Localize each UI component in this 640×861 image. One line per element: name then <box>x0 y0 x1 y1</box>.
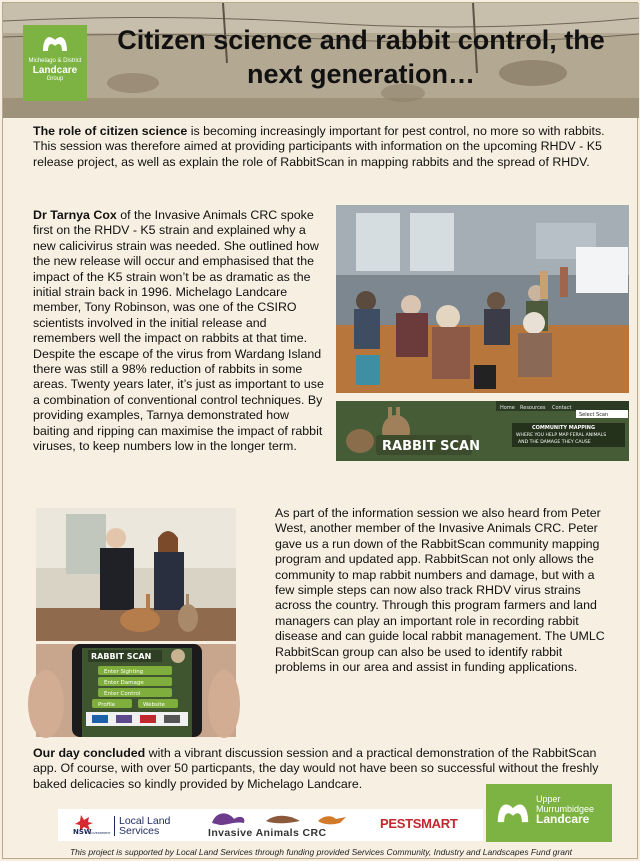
pestsmart-logo: PESTSMART <box>380 816 458 831</box>
invasive-animals-crc-label: Invasive Animals CRC <box>208 827 327 839</box>
banner-scan-select[interactable]: Select Scan <box>579 412 609 418</box>
header-banner <box>3 3 639 118</box>
tarnya-cox-paragraph <box>33 208 325 455</box>
banner-nav-home[interactable]: Home <box>500 405 515 411</box>
michelago-landcare-logo <box>23 25 87 101</box>
banner-nav-contact[interactable]: Contact <box>552 405 572 411</box>
page-title: Citizen science and rabbit control, the next generation… <box>117 25 605 89</box>
nsw-government-logo <box>71 813 111 837</box>
closing-lead: Our day concluded <box>33 746 146 760</box>
umlc-label <box>536 794 594 824</box>
app-website-button[interactable]: Website <box>143 702 165 708</box>
banner-tagline-3: AND THE DAMAGE THEY CAUSE <box>518 440 591 445</box>
logo-line-2: Landcare <box>32 65 78 76</box>
landcare-hands-icon <box>40 31 70 55</box>
nsw-label: NSW <box>73 828 92 836</box>
sponsor-logo-strip <box>58 809 483 841</box>
session-audience-photo <box>336 205 629 393</box>
nsw-sub-label: GOVERNMENT <box>89 831 111 835</box>
section1-lead: Dr Tarnya Cox <box>33 208 117 222</box>
presenters-photo <box>36 508 236 641</box>
section1-text: of the Invasive Animals CRC spoke first on the RHDV - K5 strain and explained why a new calicivirus strain was needed. She outlined how the new release will occur and emphasised that the impact of the K5 strain won’t be as dramatic as the initial strain back in 1996. Michelago Landcare member, Tony Robinson, was one of the CSIRO scientists involved in the initial release and remembers well the impact on rabbits at that time. Despite the escape of the virus from Wardang Island there was still a 98% reduction of rabbits in some areas. Twenty years later, it’s just as important to use a combination of conventional control techniques. By providing examples, Tarnya demonstrated how baiting and ripping can maximise the impact of rabbit viruses, to keep numbers low in the longer term. <box>33 208 324 454</box>
closing-text: with a vibrant discussion session and a practical demonstration of the RabbitScan app. Of course, with over 50 particpants, the day would not have been so successful without the freshly baked delicacies so kindly provided by Michelago Landcare. <box>33 746 599 791</box>
lls-line-1: Local Land <box>119 815 171 827</box>
invasive-animals-icon <box>206 809 374 829</box>
app-enter-control-button[interactable]: Enter Control <box>104 691 141 697</box>
banner-tagline-2: WHERE YOU HELP MAP FERAL ANIMALS <box>516 433 607 438</box>
app-rabbitscan-logo: RABBIT SCAN <box>91 652 152 661</box>
app-enter-damage-button[interactable]: Enter Damage <box>104 680 144 686</box>
upper-murrumbidgee-landcare-logo <box>486 784 612 842</box>
banner-tagline-1: COMMUNITY MAPPING <box>532 425 596 431</box>
local-land-services-logo <box>114 816 170 836</box>
logo-line-3: Group <box>46 76 64 82</box>
peter-west-paragraph: As part of the information session we also heard from Peter West, another member of the Invasive Animals CRC. Peter gave us a run down of the RabbitScan community mapping program and updated app. RabbitScan not only allows the community to map rabbit numbers and damage, but with a few simple steps can now also track RHDV virus strains across the country. Through this program farmers and land managers can play an important role in recording rabbit disease and can guide local rabbit management. The UMLC RabbitScan group can also be used to identify rabbit problems in our area and assist in funding applications. <box>275 506 605 675</box>
app-enter-sighting-button[interactable]: Enter Sighting <box>104 669 144 675</box>
umlc-line-3: Landcare <box>536 812 590 826</box>
intro-text: is becoming increasingly important for pest control, no more so with rabbits. This session was therefore aimed at providing participants with information on the upcoming RHDV - K5 release project, as well as explain the role of RabbitScan in mapping rabbits and the spread of RHDV. <box>33 124 605 169</box>
funding-acknowledgement: This project is supported by Local Land Services through funding provided Services Community, Industry and Landscapes Fund grant <box>69 847 573 857</box>
logo-line-1: Michelago & District <box>28 58 82 64</box>
app-profile-button[interactable]: Profile <box>98 702 116 708</box>
umlc-line-1: Upper <box>536 794 561 804</box>
banner-rabbitscan-logo: RABBIT SCAN <box>382 439 480 454</box>
rabbitscan-website-banner <box>336 401 629 461</box>
lls-line-2: Services <box>119 825 160 837</box>
banner-nav-resources[interactable]: Resources <box>520 405 546 411</box>
landcare-hands-icon <box>494 796 532 828</box>
rabbitscan-app-photo <box>36 644 236 737</box>
intro-paragraph <box>33 124 618 170</box>
umlc-line-2: Murrumbidgee <box>536 804 595 814</box>
intro-lead: The role of citizen science <box>33 124 188 138</box>
newsletter-page <box>2 2 638 859</box>
